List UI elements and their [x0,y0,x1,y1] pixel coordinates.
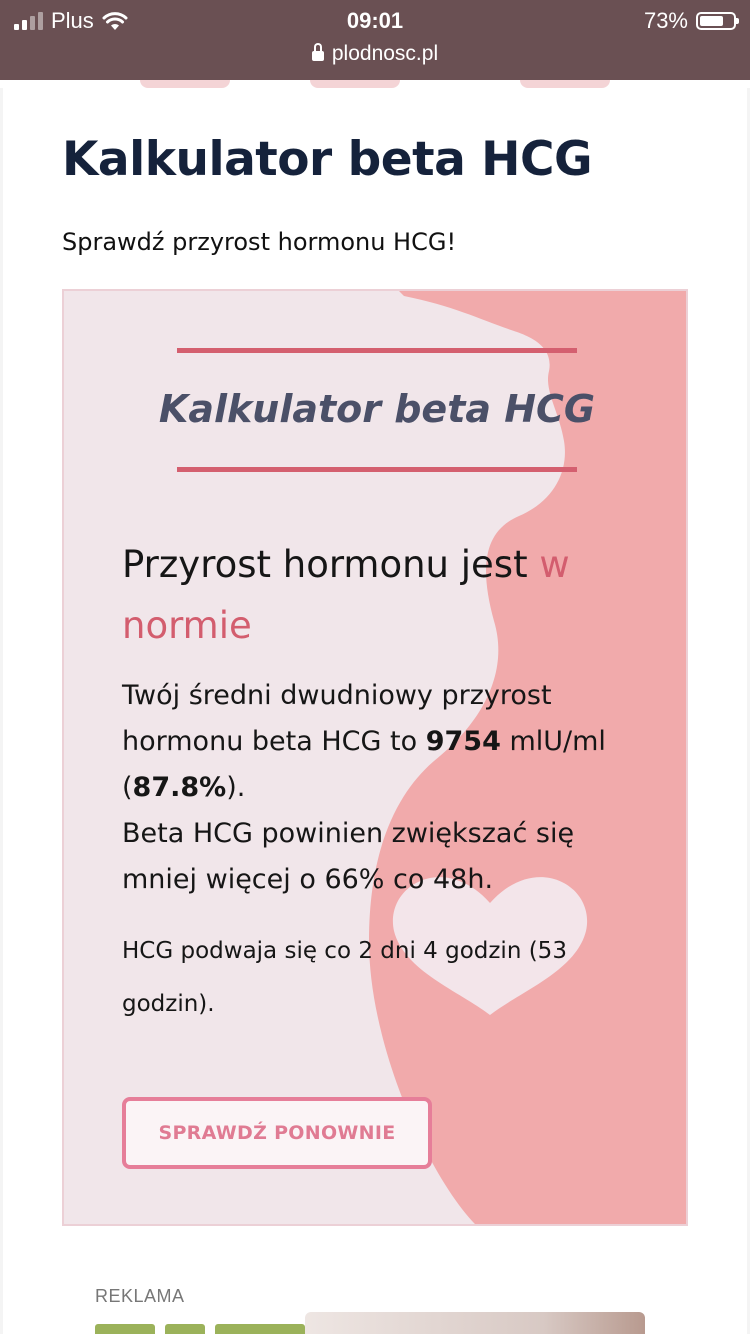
ad-label: REKLAMA [95,1286,185,1306]
calculator-heading: Kalkulator beta HCG [158,387,596,431]
result-status: w normie [122,543,570,647]
address-bar[interactable] [0,42,750,66]
card-content [64,291,688,1226]
clock: 09:01 [346,8,404,33]
expected-info: Beta HCG powinien zwiększać się mniej więcej o 66% co 48h. [122,818,575,895]
page-subtitle: Sprawdź przyrost hormonu HCG! [62,228,457,256]
calculator-result-card [62,289,688,1226]
status-bar [0,0,750,80]
url-text[interactable]: plodnosc.pl [331,42,439,65]
increase-value: 9754 [425,726,501,757]
lock-icon [312,49,324,63]
doubling-info: HCG podwaja się co 2 dni 4 godzin (53 godzin). [122,938,567,1017]
increase-percent: 87.8% [132,772,227,803]
divider-bottom [177,467,577,472]
ad-image[interactable] [305,1312,645,1334]
result-text-part2: mlU/ml ( [122,726,606,803]
battery-percent: 73% [643,8,688,33]
status-right [644,8,736,34]
result-heading [122,534,642,656]
recheck-button[interactable]: SPRAWDŹ PONOWNIE [122,1097,432,1169]
carrier-label: Plus [51,8,94,33]
header-image-strip [0,80,750,88]
result-text-part3: ). [226,772,246,803]
page-edge [0,88,3,1334]
divider-top [177,348,577,353]
result-description [122,673,642,903]
page-title: Kalkulator beta HCG [62,132,593,187]
result-prefix: Przyrost hormonu jest [122,543,540,586]
result-text-part1: Twój średni dwudniowy przyrost hormonu beta HCG to [122,680,552,757]
battery-icon [696,12,736,30]
